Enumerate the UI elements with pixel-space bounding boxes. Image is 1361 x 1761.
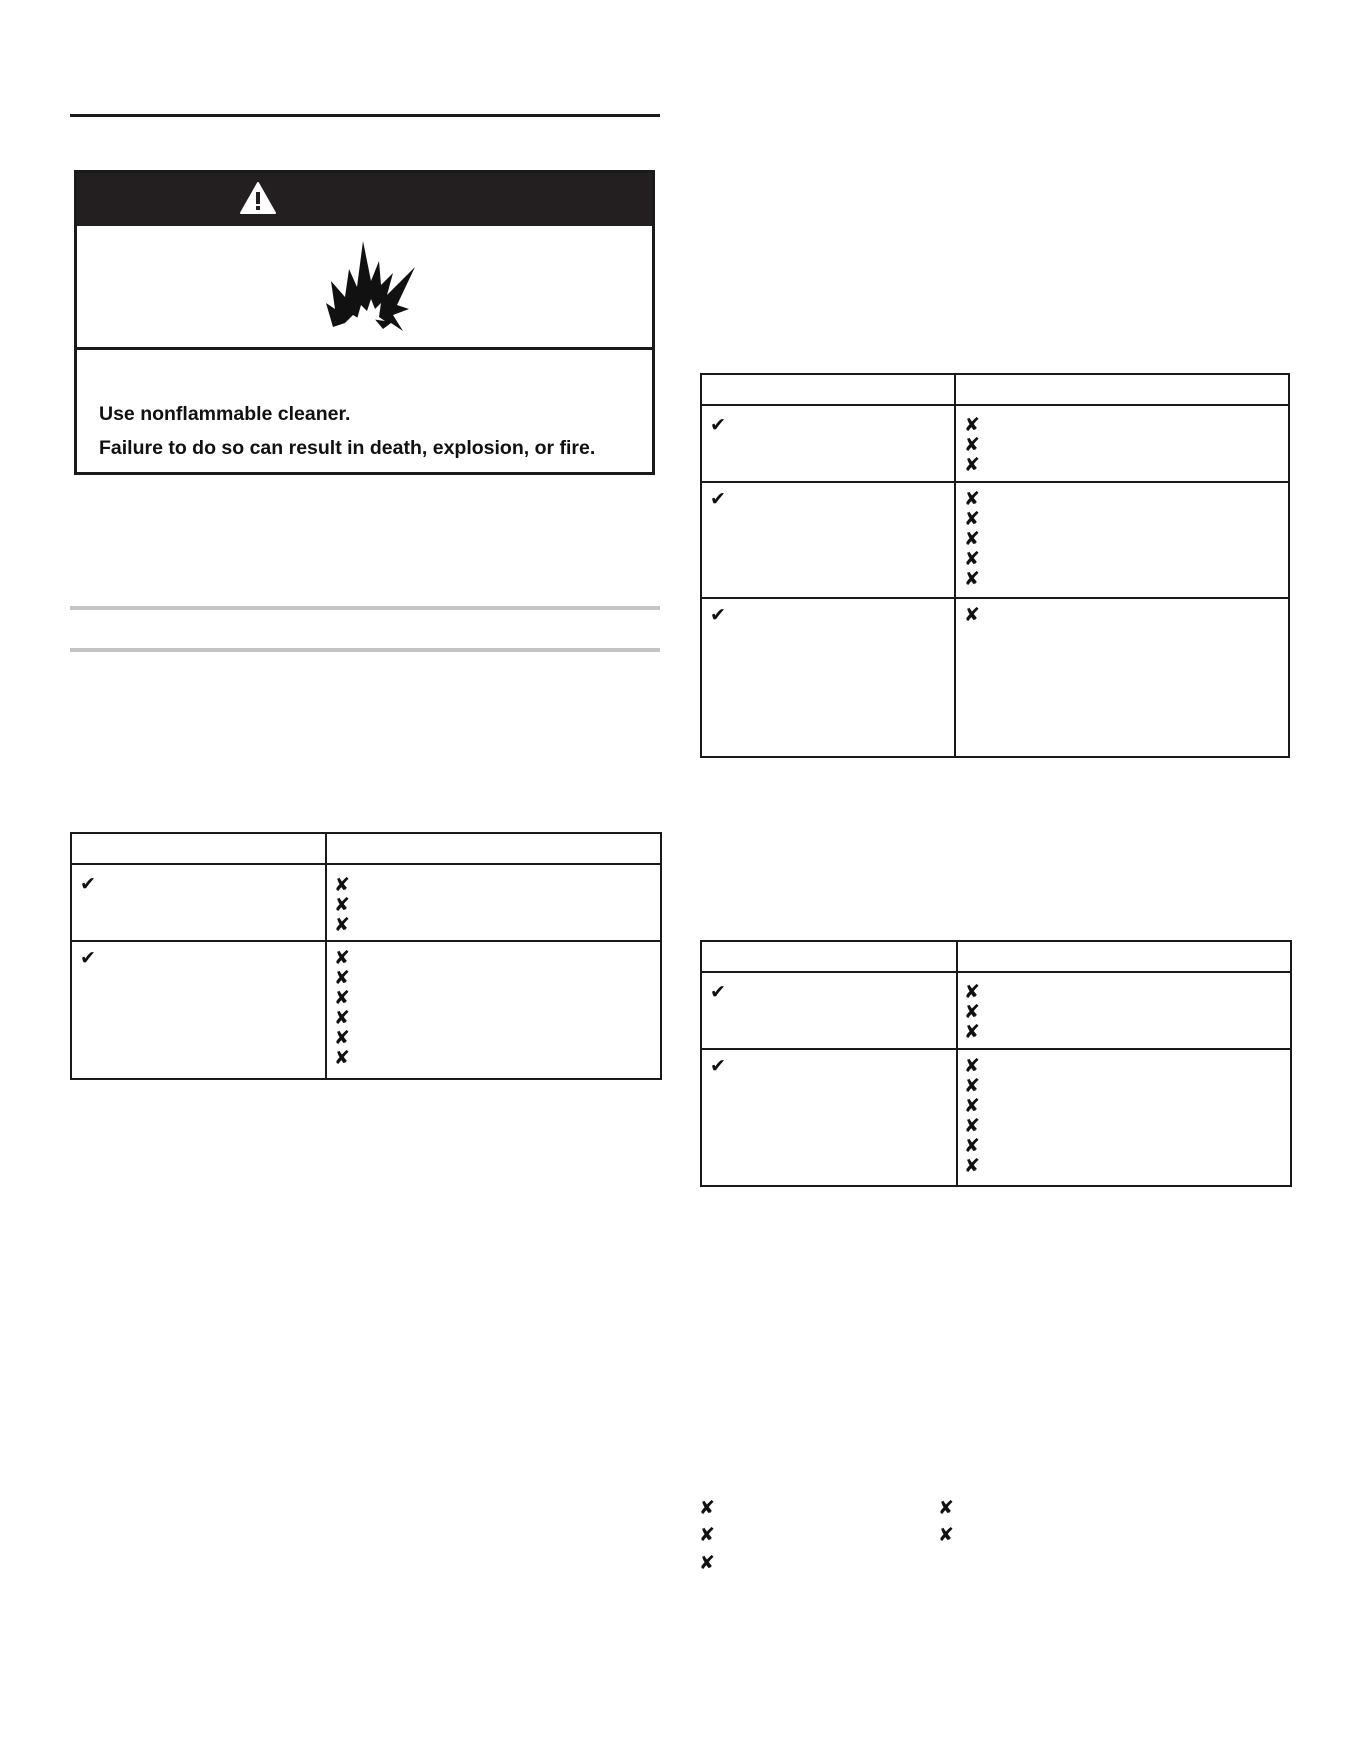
check-icon: ✔ <box>80 947 96 969</box>
table-header <box>702 375 1288 406</box>
cross-icon: ✘ <box>964 508 980 530</box>
check-icon: ✔ <box>80 873 96 895</box>
section-grey-rule-2 <box>70 648 660 652</box>
cross-icon: ✘ <box>964 528 980 550</box>
cross-icon: ✘ <box>964 1115 980 1137</box>
cross-icon: ✘ <box>334 914 350 936</box>
cleaning-table-right-2 <box>700 940 1292 1187</box>
cross-icon: ✘ <box>699 1552 715 1574</box>
cross-icon: ✘ <box>964 1055 980 1077</box>
cross-icon: ✘ <box>964 1155 980 1177</box>
cross-icon: ✘ <box>964 434 980 456</box>
cross-icon: ✘ <box>964 604 980 626</box>
table-header <box>702 942 1290 973</box>
cross-icon: ✘ <box>964 548 980 570</box>
check-icon: ✔ <box>710 414 726 436</box>
cross-icon: ✘ <box>334 967 350 989</box>
cross-icon: ✘ <box>964 1001 980 1023</box>
table-header <box>72 834 660 865</box>
check-icon: ✔ <box>710 604 726 626</box>
cross-icon: ✘ <box>334 874 350 896</box>
cross-icon: ✘ <box>964 1075 980 1097</box>
section-top-rule <box>70 114 660 117</box>
cross-icon: ✘ <box>334 1007 350 1029</box>
check-icon: ✔ <box>710 488 726 510</box>
cross-icon: ✘ <box>964 414 980 436</box>
cleaning-table-left <box>70 832 662 1080</box>
cross-icon: ✘ <box>964 488 980 510</box>
cross-icon: ✘ <box>334 1047 350 1069</box>
cross-icon: ✘ <box>964 1135 980 1157</box>
cross-icon: ✘ <box>699 1497 715 1519</box>
cross-icon: ✘ <box>964 1021 980 1043</box>
warning-triangle-icon <box>239 181 277 215</box>
check-icon: ✔ <box>710 981 726 1003</box>
cross-icon: ✘ <box>334 987 350 1009</box>
warning-divider <box>77 347 652 350</box>
cross-icon: ✘ <box>938 1524 954 1546</box>
cross-icon: ✘ <box>334 947 350 969</box>
explosion-hazard-icon <box>323 239 418 337</box>
cross-icon: ✘ <box>334 894 350 916</box>
cross-icon: ✘ <box>964 1095 980 1117</box>
warning-box <box>74 170 655 475</box>
cross-icon: ✘ <box>964 981 980 1003</box>
warning-line-2: Failure to do so can result in death, explosion, or fire. <box>99 437 596 459</box>
cross-icon: ✘ <box>699 1524 715 1546</box>
cross-icon: ✘ <box>938 1497 954 1519</box>
cross-icon: ✘ <box>334 1027 350 1049</box>
cleaning-table-right-1 <box>700 373 1290 758</box>
check-icon: ✔ <box>710 1055 726 1077</box>
warning-header <box>77 173 652 226</box>
cross-icon: ✘ <box>964 454 980 476</box>
cross-icon: ✘ <box>964 568 980 590</box>
warning-line-1: Use nonflammable cleaner. <box>99 403 351 425</box>
section-grey-rule-1 <box>70 606 660 610</box>
